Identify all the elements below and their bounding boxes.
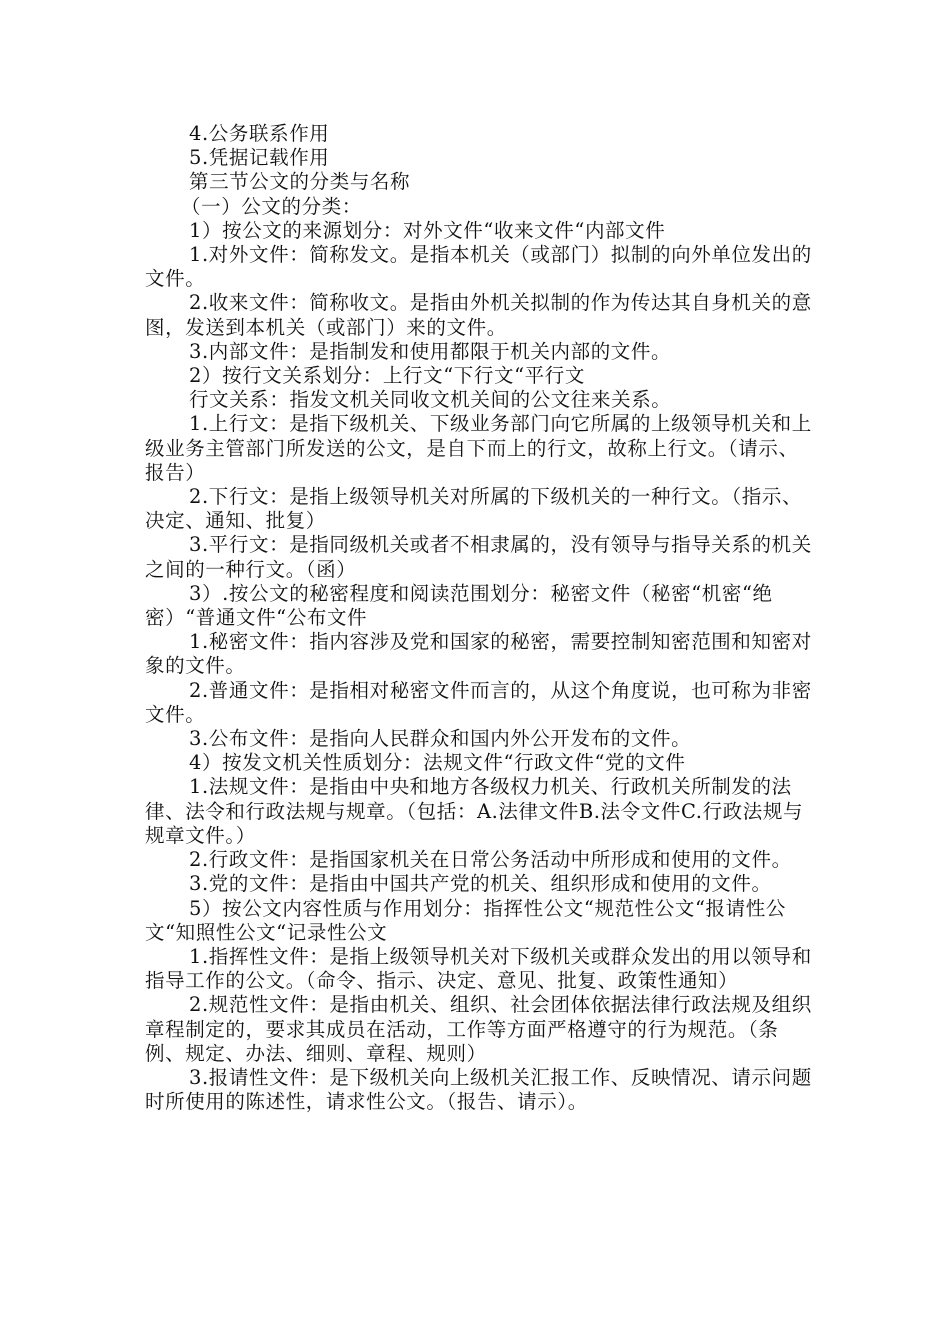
paragraph: 行文关系：指发文机关同收文机关间的公文往来关系。 [189,388,672,412]
paragraph: 1.法规文件：是指由中央和地方各级权力机关、行政机关所制发的法律、法令和行政法规与规章。（包括：A.法律文件B.法令文件C.行政法规与规章文件。） [145,775,804,847]
section-heading: 第三节公文的分类与名称 [189,170,411,194]
paragraph: 3.报请性文件：是下级机关向上级机关汇报工作、反映情况、请示问题时所使用的陈述性，请求性公文。（报告、请示）。 [145,1065,812,1114]
paragraph: 3.公布文件：是指向人民群众和国内外公开发布的文件。 [189,727,692,751]
paragraph: 3.内部文件：是指制发和使用都限于机关内部的文件。 [189,339,672,363]
paragraph: 3.平行文：是指同级机关或者不相隶属的，没有领导与指导关系的机关之间的一种行文。（函） [145,533,812,581]
subsection-heading: （一）公文的分类： [181,194,362,218]
paragraph: 2.行政文件：是指国家机关在日常公务活动中所形成和使用的文件。 [189,848,792,872]
paragraph: 2.下行文：是指上级领导机关对所属的下级机关的一种行文。（指示、决定、通知、批复） [145,485,803,533]
paragraph: 5）按公文内容性质与作用划分：指挥性公文“规范性公文“报请性公文“知照性公文“记录性公文 [145,896,786,944]
paragraph: 3）.按公文的秘密程度和阅读范围划分：秘密文件（秘密“机密“绝密）“普通文件“公布文件 [145,581,773,630]
paragraph: 1.秘密文件：指内容涉及党和国家的秘密，需要控制知密范围和知密对象的文件。 [145,630,812,678]
paragraph: 4.公务联系作用 [189,122,330,145]
document-body [145,122,813,1114]
paragraph: 3.党的文件：是指由中国共产党的机关、组织形成和使用的文件。 [189,872,772,896]
paragraph: 1.对外文件：简称发文。是指本机关（或部门）拟制的向外单位发出的文件。 [145,243,812,291]
paragraph: 5.凭据记载作用 [189,146,330,170]
paragraph: 1.上行文：是指下级机关、下级业务部门向它所属的上级领导机关和上级业务主管部门所发送的公文，是自下而上的行文，故称上行文。（请示、报告） [145,412,812,484]
paragraph: 2.普通文件：是指相对秘密文件而言的，从这个角度说，也可称为非密文件。 [145,678,812,726]
paragraph: 1）按公文的来源划分：对外文件“收来文件“内部文件 [189,218,666,242]
paragraph: 1.指挥性文件：是指上级领导机关对下级机关或群众发出的用以领导和指导工作的公文。（命令、指示、决定、意见、批复、政策性通知） [145,944,812,993]
paragraph: 2）按行文关系划分：上行文“下行文“平行文 [189,364,585,388]
paragraph: 2.收来文件：简称收文。是指由外机关拟制的作为传达其自身机关的意图，发送到本机关（或部门）来的文件。 [145,291,812,339]
paragraph: 4）按发文机关性质划分：法规文件“行政文件“党的文件 [189,751,686,775]
paragraph: 2.规范性文件：是指由机关、组织、社会团体依据法律行政法规及组织章程制定的，要求其成员在活动，工作等方面严格遵守的行为规范。（条例、规定、办法、细则、章程、规则） [145,993,812,1065]
